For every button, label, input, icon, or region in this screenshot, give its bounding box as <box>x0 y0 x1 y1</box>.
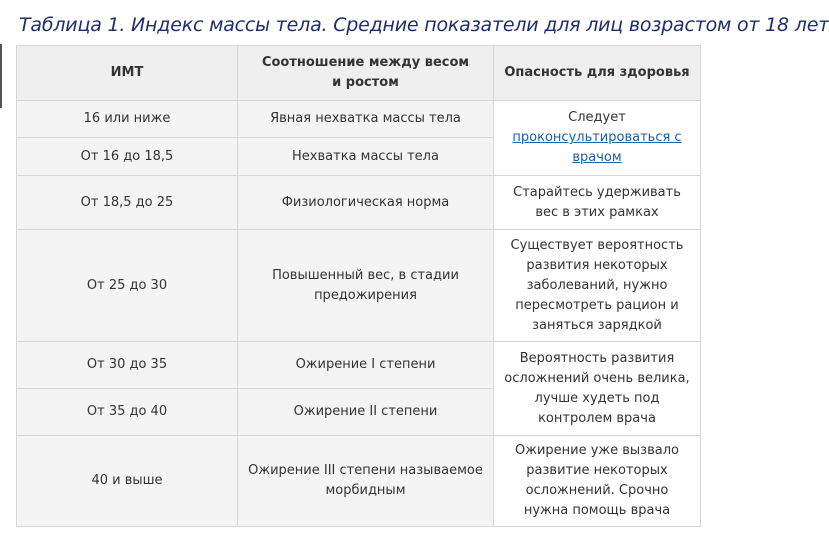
ratio-cell: Ожирение II степени <box>238 389 494 436</box>
header-bmi: ИМТ <box>17 46 238 101</box>
ratio-cell: Физиологическая норма <box>238 176 494 230</box>
left-edge-marker <box>0 44 2 108</box>
table-row <box>17 436 701 527</box>
header-ratio: Соотношение между весом и ростом <box>238 46 494 101</box>
risk-cell-obese-3: Ожирение уже вызвало развитие некоторых осложнений. Срочно нужна помощь врача <box>494 436 701 527</box>
risk-cell-underweight <box>494 101 701 176</box>
ratio-cell: Повышенный вес, в стадии предожирения <box>238 230 494 342</box>
table-row <box>17 101 701 138</box>
risk-cell-overweight: Существует вероятность развития некоторых заболеваний, нужно пересмотреть рацион и заняться зарядкой <box>494 230 701 342</box>
ratio-cell: Нехватка массы тела <box>238 138 494 176</box>
table-caption: Таблица 1. Индекс массы тела. Средние показатели для лиц возрастом от 18 лет <box>19 14 829 36</box>
bmi-cell: 16 или ниже <box>17 101 238 138</box>
bmi-cell: От 25 до 30 <box>17 230 238 342</box>
ratio-cell: Ожирение III степени называемое морбидным <box>238 436 494 527</box>
bmi-cell: От 30 до 35 <box>17 342 238 389</box>
table-row <box>17 342 701 389</box>
bmi-cell: От 16 до 18,5 <box>17 138 238 176</box>
consult-doctor-link[interactable]: проконсультироваться с врачом <box>512 130 682 165</box>
risk-cell-obese-1-2: Вероятность развития осложнений очень велика, лучше худеть под контролем врача <box>494 342 701 436</box>
bmi-cell: От 35 до 40 <box>17 389 238 436</box>
header-risk: Опасность для здоровья <box>494 46 701 101</box>
risk-text: Следует <box>568 110 626 125</box>
bmi-cell: От 18,5 до 25 <box>17 176 238 230</box>
table-header-row <box>17 46 701 101</box>
risk-cell-normal: Старайтесь удерживать вес в этих рамках <box>494 176 701 230</box>
ratio-cell: Явная нехватка массы тела <box>238 101 494 138</box>
table-row <box>17 230 701 342</box>
ratio-cell: Ожирение I степени <box>238 342 494 389</box>
bmi-cell: 40 и выше <box>17 436 238 527</box>
bmi-table <box>16 45 701 527</box>
table-row <box>17 176 701 230</box>
